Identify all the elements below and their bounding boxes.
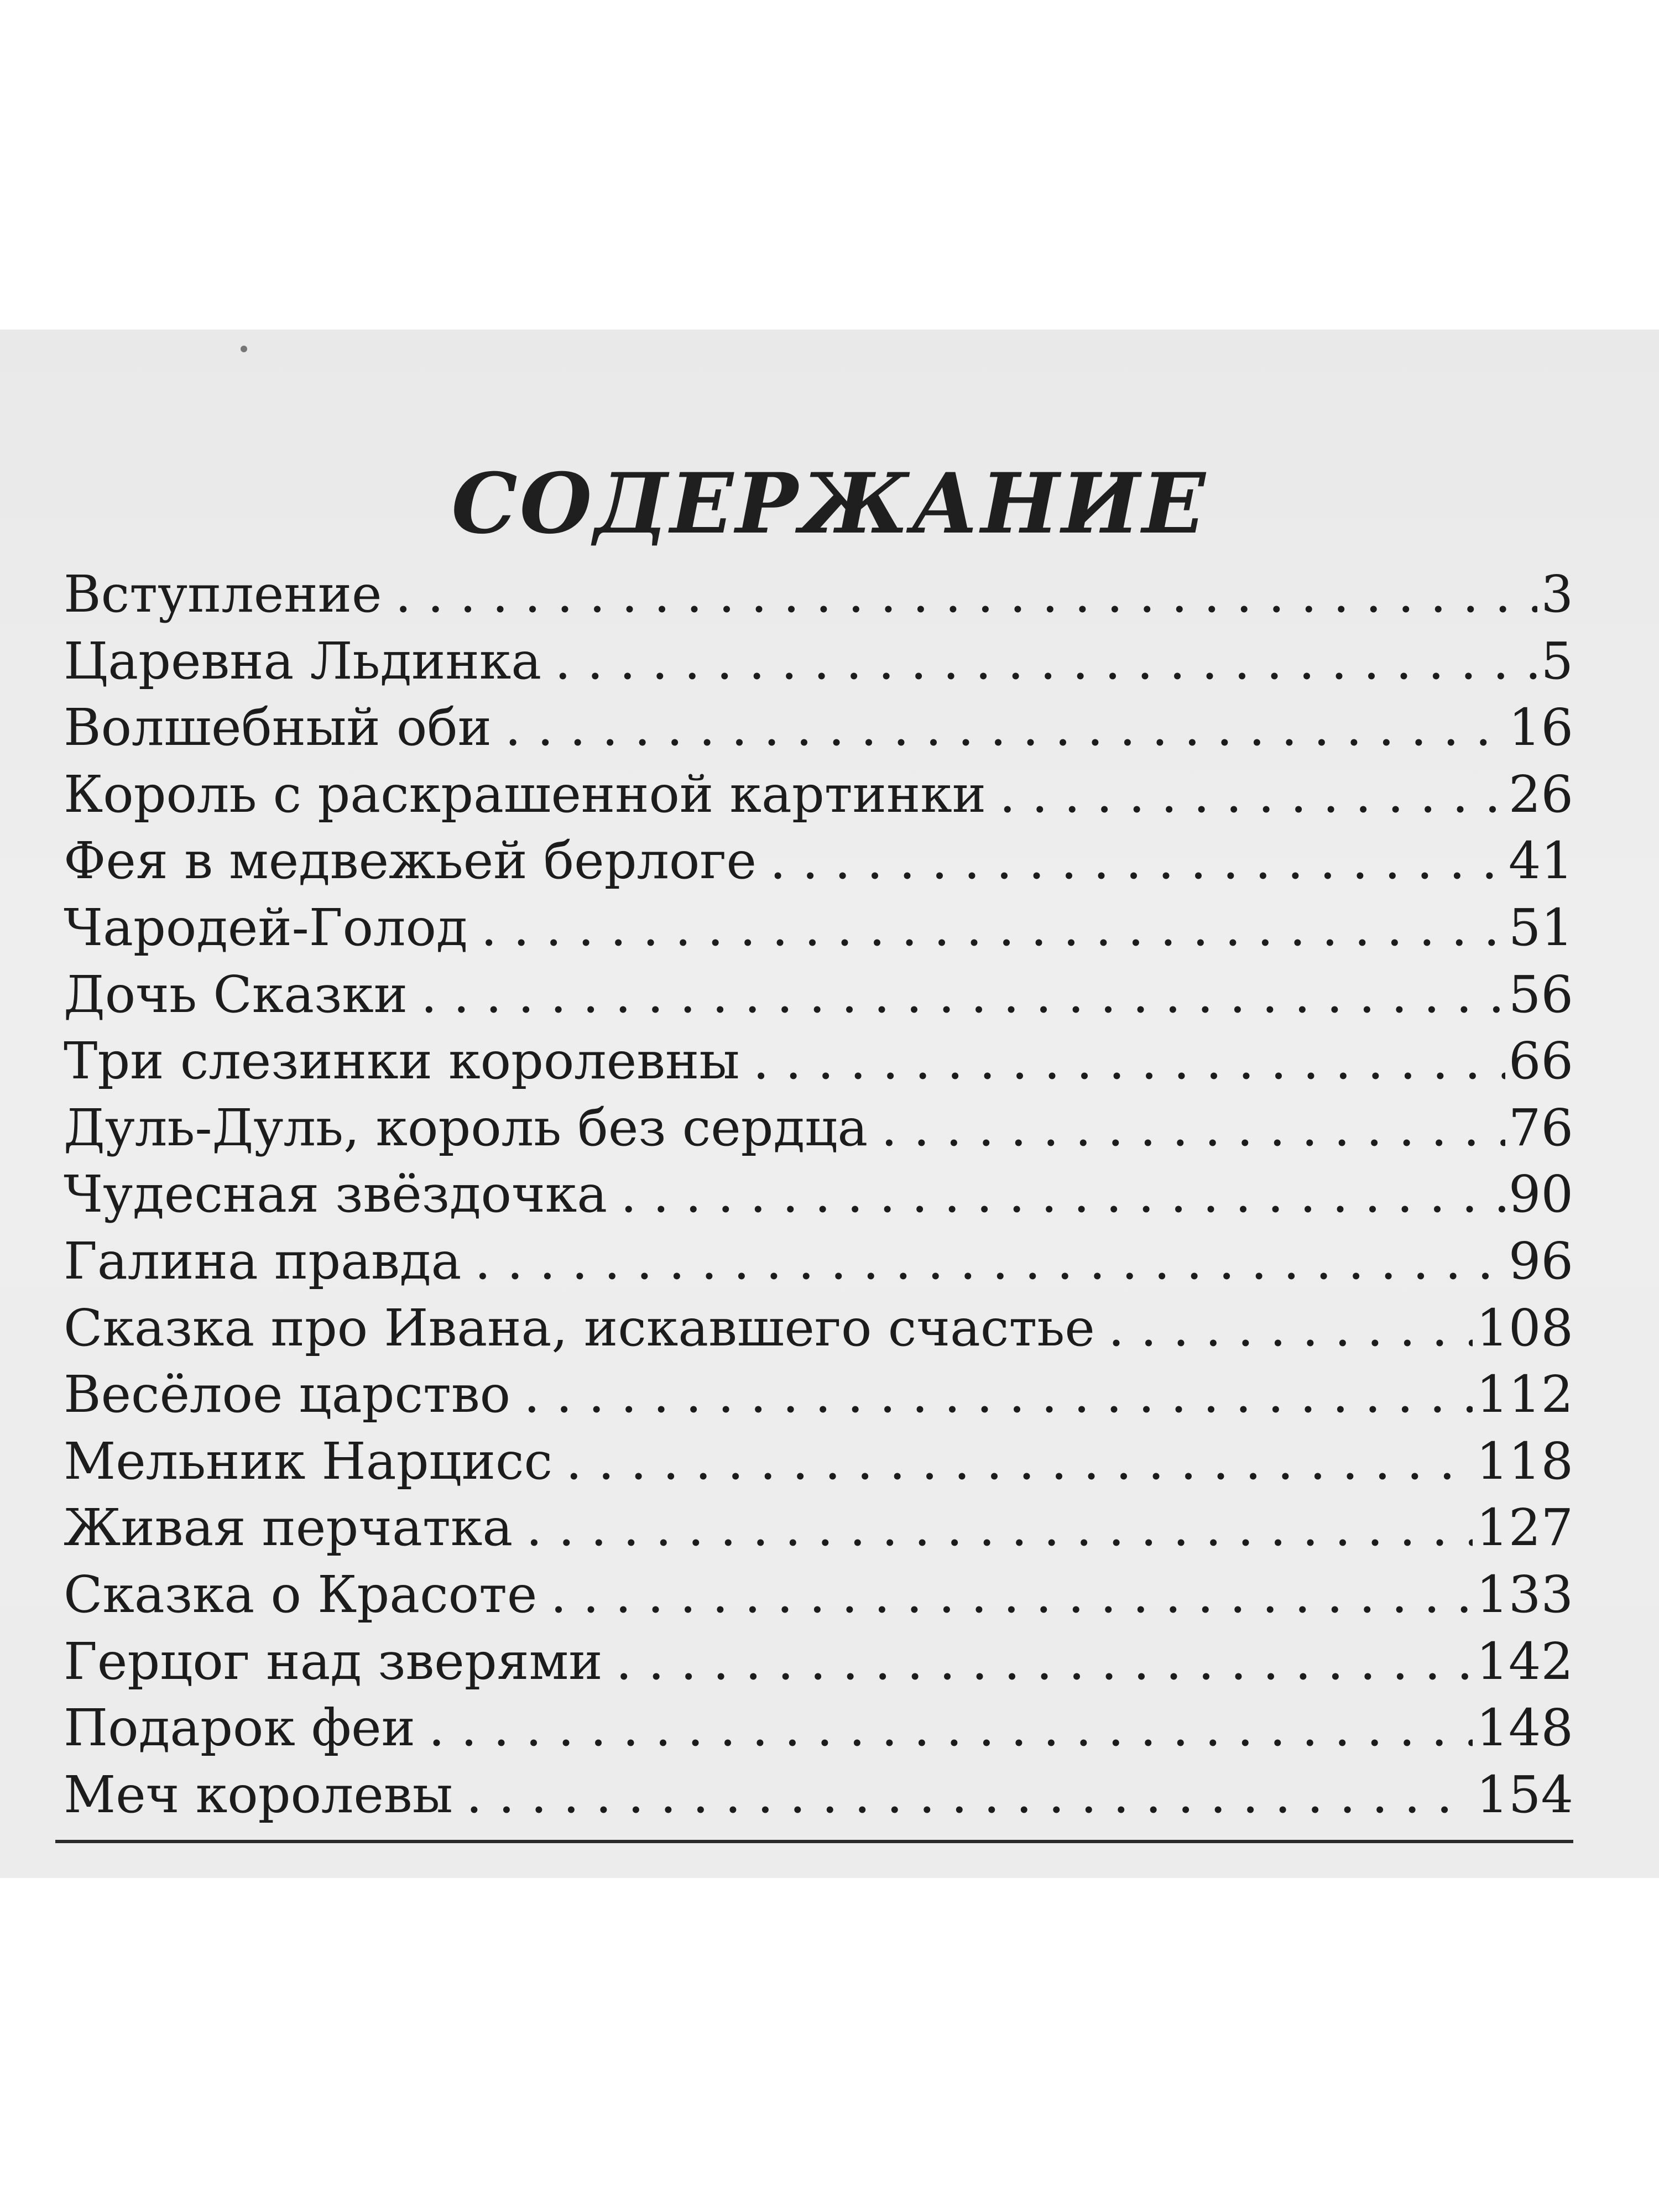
toc-entry <box>64 895 1573 962</box>
toc-entry-title: Дуль-Дуль, король без сердца <box>64 1098 868 1157</box>
toc-entry-title: Фея в медвежьей берлоге <box>64 831 757 891</box>
dot-leader <box>555 628 1537 695</box>
toc-entry-page: 108 <box>1476 1298 1573 1358</box>
toc-entry-page: 3 <box>1541 565 1573 624</box>
toc-entry-title: Сказка про Ивана, искавшего счастье <box>64 1298 1095 1358</box>
toc-entry <box>64 1095 1573 1162</box>
dot-leader <box>550 1562 1473 1628</box>
toc-entry-page: 5 <box>1541 631 1573 691</box>
dot-leader <box>526 1495 1473 1561</box>
toc-entry-page: 112 <box>1476 1365 1573 1425</box>
toc-entry <box>64 1695 1573 1762</box>
dot-leader <box>505 695 1505 761</box>
toc-entry <box>64 1428 1573 1495</box>
toc-entry-title: Сказка о Красоте <box>64 1564 538 1624</box>
dot-leader <box>620 1161 1505 1228</box>
toc-entry <box>64 1228 1573 1295</box>
toc-entry-title: Меч королевы <box>64 1765 453 1824</box>
toc-entry-page: 154 <box>1476 1765 1573 1824</box>
dot-leader <box>524 1361 1473 1428</box>
toc-entry-page: 148 <box>1476 1698 1573 1758</box>
dot-leader <box>753 1028 1505 1094</box>
toc-entry-title: Волшебный оби <box>64 698 492 758</box>
toc-entry-title: Весёлое царство <box>64 1365 511 1425</box>
dot-leader <box>395 561 1537 628</box>
table-of-contents <box>64 561 1573 1828</box>
toc-entry <box>64 1495 1573 1562</box>
toc-entry-title: Герцог над зверями <box>64 1631 603 1691</box>
ink-speck <box>241 346 247 352</box>
toc-entry-title: Дочь Сказки <box>64 964 408 1024</box>
toc-entry <box>64 695 1573 761</box>
toc-entry <box>64 761 1573 828</box>
toc-entry-page: 127 <box>1476 1498 1573 1558</box>
toc-entry-title: Король с раскрашенной картинки <box>64 764 987 824</box>
toc-entry-page: 66 <box>1508 1031 1573 1091</box>
toc-entry-page: 76 <box>1508 1098 1573 1157</box>
toc-entry-page: 51 <box>1508 898 1573 957</box>
toc-entry-page: 56 <box>1508 964 1573 1024</box>
toc-entry <box>64 1762 1573 1829</box>
toc-entry <box>64 828 1573 895</box>
toc-entry <box>64 1028 1573 1095</box>
toc-entry-title: Подарок феи <box>64 1698 415 1758</box>
toc-entry-page: 96 <box>1508 1231 1573 1291</box>
dot-leader <box>616 1629 1473 1695</box>
toc-entry-title: Чудесная звёздочка <box>64 1165 608 1224</box>
toc-entry <box>64 1361 1573 1428</box>
toc-entry-page: 90 <box>1508 1165 1573 1224</box>
toc-entry <box>64 561 1573 628</box>
toc-entry <box>64 628 1573 695</box>
dot-leader <box>466 1762 1473 1828</box>
toc-entry <box>64 1295 1573 1362</box>
toc-entry-title: Живая перчатка <box>64 1498 513 1558</box>
toc-entry <box>64 1562 1573 1629</box>
toc-entry-page: 142 <box>1476 1631 1573 1691</box>
toc-entry-page: 26 <box>1508 764 1573 824</box>
toc-entry-title: Мельник Нарцисс <box>64 1431 553 1491</box>
toc-entry-page: 16 <box>1508 698 1573 758</box>
toc-entry-page: 133 <box>1476 1564 1573 1624</box>
bottom-rule <box>55 1840 1573 1843</box>
dot-leader <box>474 1228 1505 1295</box>
dot-leader <box>1108 1295 1473 1361</box>
toc-entry-title: Три слезинки королевны <box>64 1031 740 1091</box>
dot-leader <box>881 1095 1505 1161</box>
contents-heading: СОДЕРЖАНИЕ <box>451 455 1208 552</box>
toc-entry-title: Чародей-Голод <box>64 898 468 957</box>
dot-leader <box>770 828 1505 894</box>
toc-entry <box>64 1629 1573 1695</box>
toc-entry <box>64 962 1573 1029</box>
dot-leader <box>429 1695 1473 1761</box>
toc-entry-title: Царевна Льдинка <box>64 631 542 691</box>
dot-leader <box>999 761 1505 828</box>
toc-entry-title: Вступление <box>64 565 382 624</box>
toc-entry <box>64 1161 1573 1228</box>
toc-entry-page: 118 <box>1476 1431 1573 1491</box>
toc-entry-page: 41 <box>1508 831 1573 891</box>
dot-leader <box>481 895 1505 961</box>
dot-leader <box>421 962 1505 1028</box>
dot-leader <box>566 1428 1473 1495</box>
toc-entry-title: Галина правда <box>64 1231 462 1291</box>
